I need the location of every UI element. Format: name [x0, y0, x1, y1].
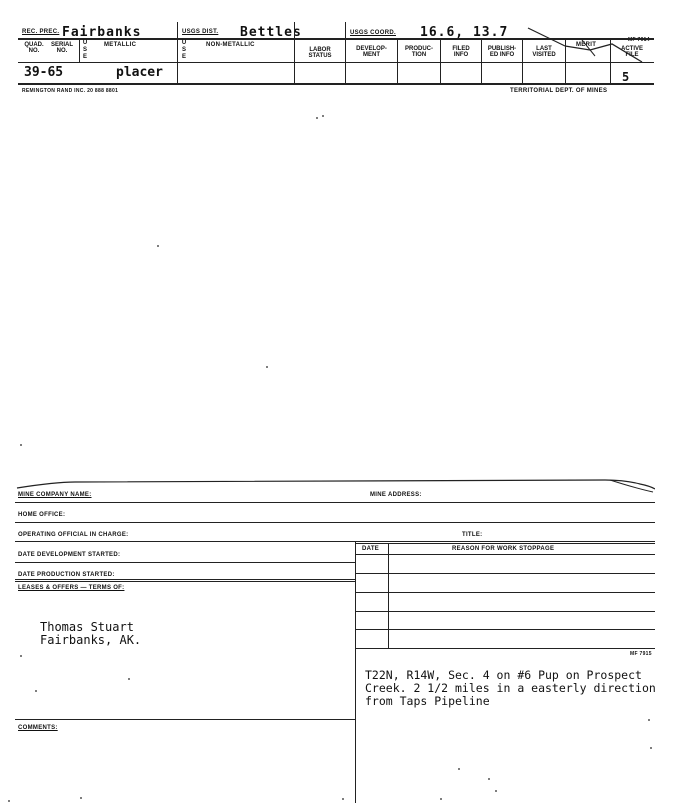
- active-file-mark: 5: [622, 70, 630, 84]
- pen-strokes: [520, 22, 660, 72]
- speck: [128, 678, 130, 680]
- development-label: DEVELOP- MENT: [356, 46, 387, 58]
- date-production-label: DATE PRODUCTION STARTED:: [18, 572, 115, 578]
- rec-prec-value: Fairbanks: [62, 25, 142, 40]
- mine-company-name-label: MINE COMPANY NAME:: [18, 492, 92, 498]
- published-info-label: PUBLISH- ED INFO: [487, 46, 517, 58]
- speck: [650, 747, 652, 749]
- location-line: from Taps Pipeline: [365, 694, 490, 708]
- usgs-dist-label: USGS DIST.: [182, 29, 219, 35]
- rec-prec-label: REC. PREC.: [22, 29, 60, 35]
- speck: [80, 797, 82, 799]
- location-line: T22N, R14W, Sec. 4 on #6 Pup on Prospect: [365, 668, 642, 682]
- form-code-bottom: MF 7915: [630, 651, 652, 657]
- active-file-label: ACTIVE FILE: [620, 46, 643, 58]
- speck: [342, 798, 344, 800]
- operating-official-label: OPERATING OFFICIAL IN CHARGE:: [18, 532, 129, 538]
- printer-mark: REMINGTON RAND INC. 20 888 8801: [22, 88, 119, 94]
- department-label: TERRITORIAL DEPT. OF MINES: [510, 88, 608, 94]
- reason-column-label: REASON FOR WORK STOPPAGE: [452, 546, 555, 552]
- speck: [266, 366, 268, 368]
- serial-value: 39-65: [24, 65, 64, 80]
- speck: [458, 768, 460, 770]
- form-code-top: MF 7914: [628, 37, 650, 43]
- mine-address-label: MINE ADDRESS:: [370, 492, 422, 498]
- speck: [20, 444, 22, 446]
- speck: [488, 778, 490, 780]
- speck: [322, 115, 324, 117]
- labor-status-label: LABOR STATUS: [308, 47, 332, 59]
- filed-info-label: FILED INFO: [452, 46, 470, 58]
- comments-label: COMMENTS:: [18, 725, 58, 731]
- speck: [35, 690, 37, 692]
- metallic-use-label: U S E: [82, 40, 88, 60]
- usgs-dist-value: Bettles: [240, 25, 302, 40]
- home-office-label: HOME OFFICE:: [18, 512, 66, 518]
- location-line: Creek. 2 1/2 miles in a easterly direction: [365, 681, 656, 695]
- date-column-label: DATE: [362, 546, 380, 552]
- metallic-label: METALLIC: [104, 42, 137, 48]
- quad-no-label: QUAD. NO.: [24, 42, 44, 54]
- location-text: [365, 669, 656, 708]
- leases-label: LEASES & OFFERS — TERMS OF:: [18, 585, 125, 591]
- speck: [648, 719, 650, 721]
- speck: [20, 655, 22, 657]
- nonmetallic-use-label: U S E: [181, 40, 187, 60]
- speck: [316, 117, 318, 119]
- serial-no-label: SERIAL NO.: [50, 42, 73, 54]
- usgs-coord-label: USGS COORD.: [350, 30, 396, 36]
- nonmetallic-label: NON-METALLIC: [206, 42, 255, 48]
- metallic-value: placer: [116, 65, 163, 80]
- production-label: PRODUC- TION: [405, 46, 433, 58]
- date-development-label: DATE DEVELOPMENT STARTED:: [18, 552, 121, 558]
- speck: [157, 245, 159, 247]
- lease-place: Fairbanks, AK.: [40, 633, 142, 647]
- title-label: TITLE:: [462, 532, 483, 538]
- usgs-coord-value: 16.6, 13.7: [420, 25, 509, 40]
- speck: [440, 798, 442, 800]
- lease-name: Thomas Stuart: [40, 620, 134, 634]
- speck: [8, 800, 10, 802]
- merit-label: MERIT: [576, 42, 597, 48]
- last-visited-label: LAST VISITED: [532, 46, 556, 58]
- speck: [495, 790, 497, 792]
- card-edge: [15, 474, 655, 498]
